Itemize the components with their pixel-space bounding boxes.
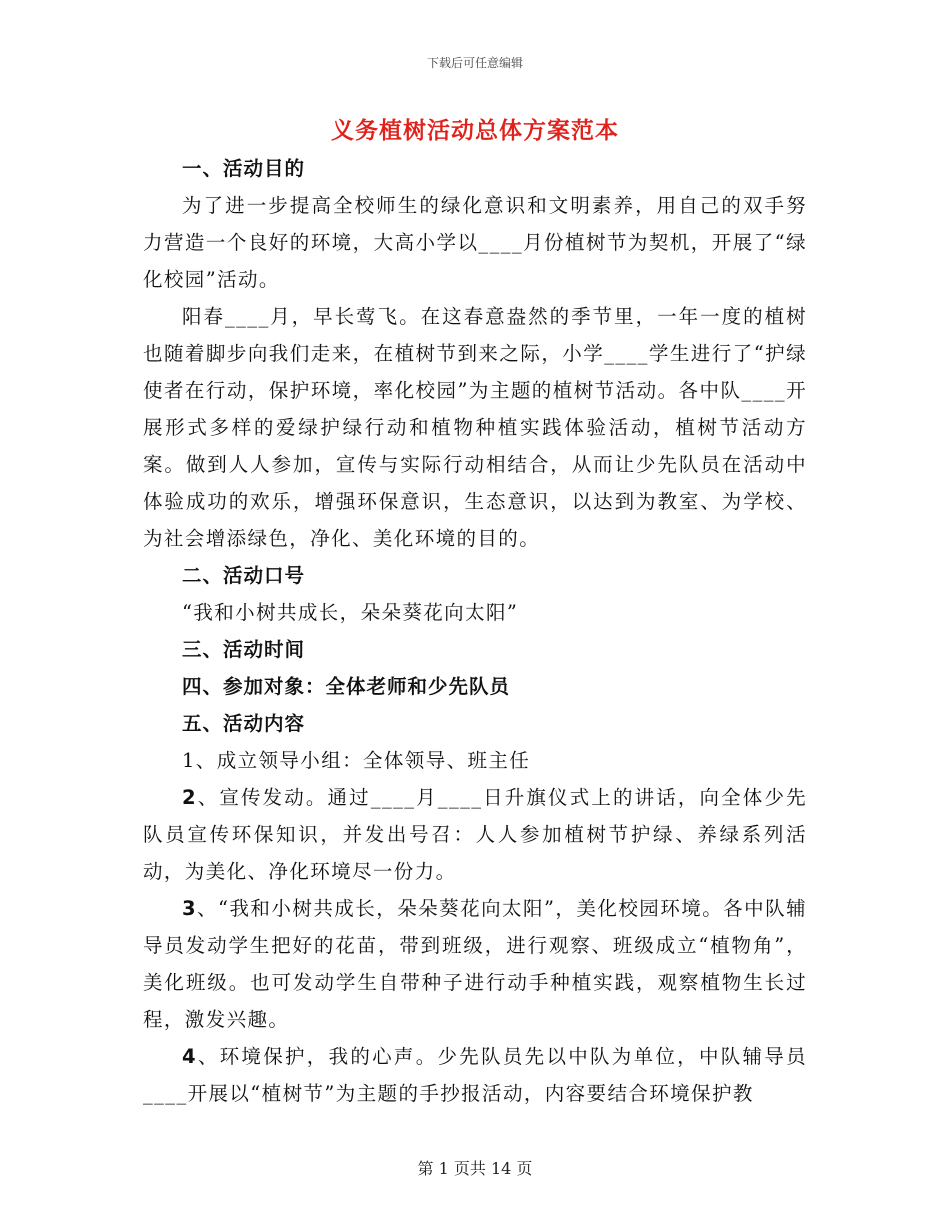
list-item bbox=[143, 779, 807, 890]
item-text: 、“我和小树共成长，朵朵葵花向太阳”，美化校园环境。各中队辅导员发动学生把好的花苗，带到班级，进行观察、班级成立“植物角”，美化班级。也可发动学生自带种子进行动手种植实践，观察植物生长过程，激发兴趣。 bbox=[143, 897, 807, 1031]
document-body bbox=[143, 150, 807, 1112]
paragraph: 阳春____月，早长莺飞。在这春意盎然的季节里，一年一度的植树也随着脚步向我们走来，在植树节到来之际，小学____学生进行了“护绿使者在行动，保护环境，率化校园”为主题的植树节活动。各中队____开展形式多样的爱绿护绿行动和植物种植实践体验活动，植树节活动方案。做到人人参加，宣传与实际行动相结合，从而让少先队员在活动中体验成功的欢乐，增强环保意识，生态意识，以达到为教室、为学校、为社会增添绿色，净化、美化环境的目的。 bbox=[143, 305, 807, 550]
item-number: 2 bbox=[182, 786, 197, 809]
item-number: 3 bbox=[182, 897, 197, 920]
list-item bbox=[143, 1038, 807, 1112]
section-heading-participants: 四、参加对象：全体老师和少先队员 bbox=[182, 675, 511, 698]
section-heading-purpose: 一、活动目的 bbox=[182, 157, 306, 180]
item-text: 、环境保护，我的心声。少先队员先以中队为单位，中队辅导员____开展以“植树节”为主题的手抄报活动，内容要结合环境保护教 bbox=[143, 1045, 807, 1105]
section-heading-content: 五、活动内容 bbox=[182, 712, 306, 735]
page-footer: 第 1 页共 14 页 bbox=[417, 1159, 533, 1178]
document-title: 义务植树活动总体方案范本 bbox=[331, 117, 619, 144]
header-note: 下载后可任意编辑 bbox=[426, 56, 523, 70]
list-item: 1、成立领导小组：全体领导、班主任 bbox=[182, 749, 531, 772]
slogan-text: “我和小树共成长，朵朵葵花向太阳” bbox=[182, 601, 519, 624]
item-number: 4 bbox=[182, 1045, 197, 1068]
paragraph: 为了进一步提高全校师生的绿化意识和文明素养，用自己的双手努力营造一个良好的环境，大高小学以____月份植树节为契机，开展了“绿化校园”活动。 bbox=[143, 194, 807, 291]
list-item bbox=[143, 890, 807, 1038]
section-heading-time: 三、活动时间 bbox=[182, 638, 306, 661]
section-heading-slogan: 二、活动口号 bbox=[182, 564, 306, 587]
item-text: 、宣传发动。通过____月____日升旗仪式上的讲话，向全体少先队员宣传环保知识，并发出号召：人人参加植树节护绿、养绿系列活动，为美化、净化环境尽一份力。 bbox=[143, 786, 807, 883]
